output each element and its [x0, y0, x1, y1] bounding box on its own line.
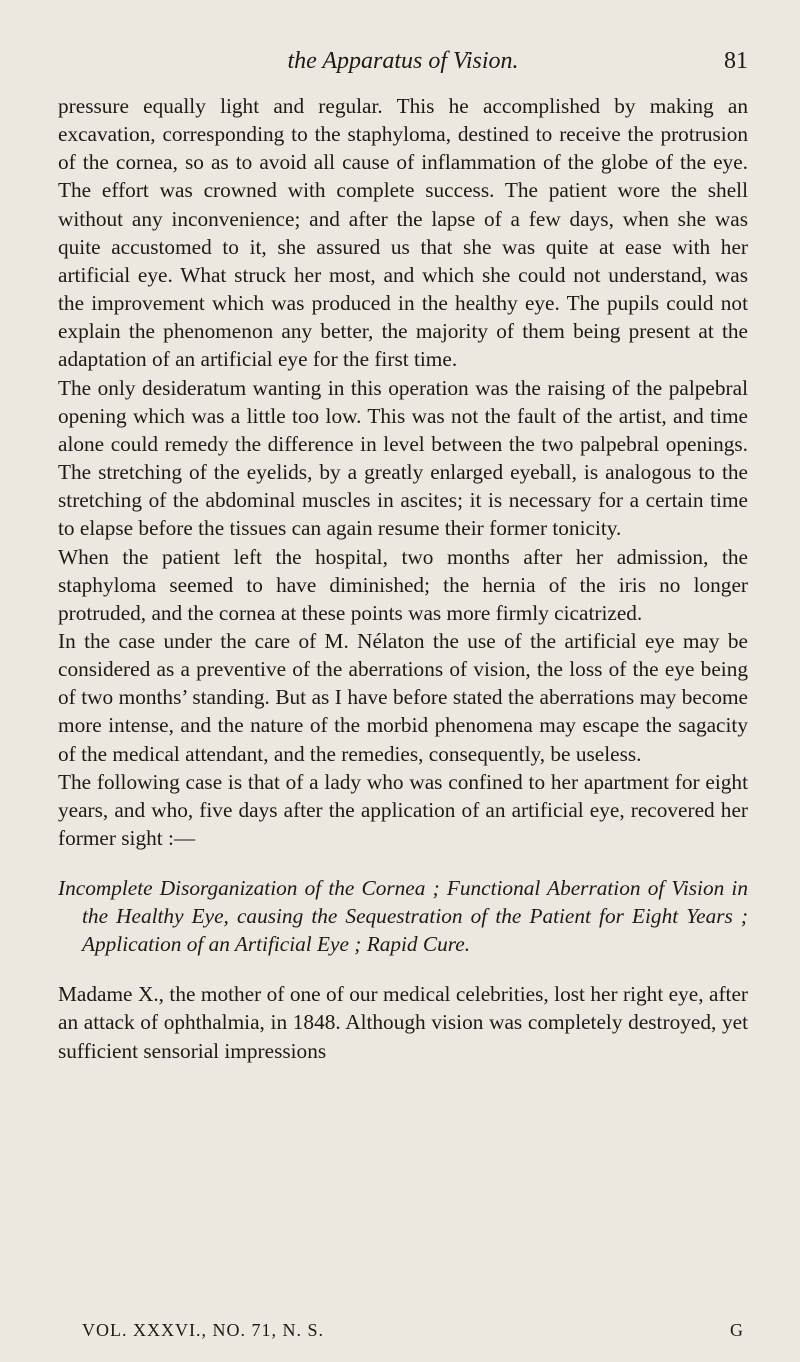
paragraph-continued: pressure equally light and regular. This he accomplished by making an excavation, corresponding to the staphyloma, destined to receive the protrusion of the cornea, so as to avoid all cause of inflammation of the globe of the eye. The effort was crowned with complete success. The patient wore the shell without any inconvenience; and after the lapse of a few days, when she was quite accustomed to it, she assured us that she was quite at ease with her artificial eye. What struck her most, and which she could not understand, was the improvement which was produced in the healthy eye. The pupils could not explain the phenomenon any better, the majority of them being present at the adaptation of an artificial eye for the first time. [58, 94, 748, 372]
page-footer [82, 1320, 744, 1346]
volume-signature: VOL. XXXVI., NO. 71, N. S. [82, 1320, 324, 1340]
running-head [58, 44, 748, 78]
page-number: 81 [724, 48, 748, 74]
paragraph: The following case is that of a lady who was confined to her apartment for eight years, and who, five days after the application of an artificial eye, recovered her former sight :— [58, 769, 748, 851]
body-text [58, 92, 748, 1065]
paragraph: In the case under the care of M. Nélaton the use of the artificial eye may be considered as a preventive of the aberrations of vision, the loss of the eye being of two months’ standing. But as I have before stated the aberrations may become more intense, and the nature of the morbid phenomena may escape the sagacity of the medical attendant, and the remedies, consequently, be useless. [58, 628, 748, 766]
paragraph: The only desideratum wanting in this operation was the raising of the palpebral opening which was a little too low. This was not the fault of the artist, and time alone could remedy the difference in level between the two palpebral openings. The stretching of the eyelids, by a greatly enlarged eyeball, is analogous to the stretching of the abdominal muscles in ascites; it is necessary for a certain time to elapse before the tissues can again resume their former tonicity. [58, 375, 748, 541]
running-title: the Apparatus of Vision. [287, 48, 519, 74]
paragraph: Madame X., the mother of one of our medical celebrities, lost her right eye, after an attack of ophthalmia, in 1848. Although vision was completely destroyed, yet sufficient sensorial impressions [58, 982, 748, 1063]
paragraph: When the patient left the hospital, two months after her admission, the staphyloma seemed to have diminished; the hernia of the iris no longer protruded, and the cornea at these points was more firmly cicatrized. [58, 544, 748, 625]
gathering-signature: G [730, 1320, 744, 1340]
case-heading: Incomplete Disorganization of the Cornea ; Functional Aberration of Vision in the Healthy Eye, causing the Sequestration of the Patient for Eight Years ; Application of an Artificial Eye ; Rapid Cure. [58, 876, 748, 957]
